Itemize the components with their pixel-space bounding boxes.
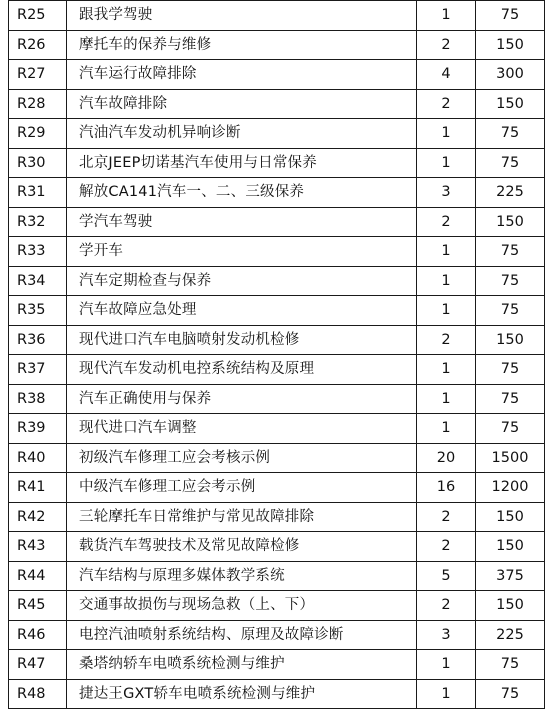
row-title: 汽油汽车发动机异响诊断: [67, 119, 417, 149]
row-quantity: 1: [417, 266, 476, 296]
row-title: 汽车故障应急处理: [67, 296, 417, 326]
table-row: [9, 178, 545, 208]
row-title: 现代进口汽车调整: [67, 414, 417, 444]
table-row: [9, 561, 545, 591]
row-price: 75: [476, 1, 545, 31]
row-title: 中级汽车修理工应会考示例: [67, 473, 417, 503]
row-title: 载货汽车驾驶技术及常见故障检修: [67, 532, 417, 562]
row-code: R25: [9, 1, 67, 31]
row-title: 汽车结构与原理多媒体教学系统: [67, 561, 417, 591]
row-price: 150: [476, 591, 545, 621]
row-title: 汽车故障排除: [67, 89, 417, 119]
row-price: 225: [476, 178, 545, 208]
row-price: 75: [476, 237, 545, 267]
row-quantity: 1: [417, 355, 476, 385]
row-quantity: 1: [417, 650, 476, 680]
catalog-table: [8, 0, 545, 709]
row-code: R47: [9, 650, 67, 680]
row-price: 75: [476, 266, 545, 296]
row-quantity: 1: [417, 384, 476, 414]
row-quantity: 1: [417, 414, 476, 444]
row-price: 75: [476, 119, 545, 149]
row-code: R48: [9, 679, 67, 709]
row-price: 1200: [476, 473, 545, 503]
row-price: 150: [476, 502, 545, 532]
row-quantity: 1: [417, 679, 476, 709]
row-price: 75: [476, 414, 545, 444]
row-code: R41: [9, 473, 67, 503]
table-row: [9, 207, 545, 237]
row-price: 150: [476, 89, 545, 119]
table-row: [9, 620, 545, 650]
row-price: 75: [476, 296, 545, 326]
row-quantity: 4: [417, 60, 476, 90]
table-row: [9, 266, 545, 296]
row-price: 225: [476, 620, 545, 650]
row-code: R37: [9, 355, 67, 385]
row-price: 75: [476, 679, 545, 709]
table-row: [9, 384, 545, 414]
row-code: R26: [9, 30, 67, 60]
row-price: 75: [476, 355, 545, 385]
table-row: [9, 1, 545, 31]
row-code: R32: [9, 207, 67, 237]
row-title: 现代汽车发动机电控系统结构及原理: [67, 355, 417, 385]
row-code: R30: [9, 148, 67, 178]
table-row: [9, 443, 545, 473]
table-row: [9, 414, 545, 444]
row-title: 汽车定期检查与保养: [67, 266, 417, 296]
row-title: 汽车正确使用与保养: [67, 384, 417, 414]
row-quantity: 2: [417, 89, 476, 119]
row-price: 150: [476, 532, 545, 562]
row-quantity: 20: [417, 443, 476, 473]
row-quantity: 3: [417, 178, 476, 208]
row-title: 初级汽车修理工应会考核示例: [67, 443, 417, 473]
table-row: [9, 502, 545, 532]
row-code: R35: [9, 296, 67, 326]
row-quantity: 1: [417, 148, 476, 178]
row-title: 摩托车的保养与维修: [67, 30, 417, 60]
row-title: 解放CA141汽车一、二、三级保养: [67, 178, 417, 208]
row-code: R45: [9, 591, 67, 621]
row-price: 75: [476, 148, 545, 178]
table-row: [9, 650, 545, 680]
row-code: R40: [9, 443, 67, 473]
row-price: 375: [476, 561, 545, 591]
row-title: 北京JEEP切诺基汽车使用与日常保养: [67, 148, 417, 178]
row-title: 捷达王GXT轿车电喷系统检测与维护: [67, 679, 417, 709]
table-row: [9, 60, 545, 90]
row-title: 学汽车驾驶: [67, 207, 417, 237]
table-row: [9, 148, 545, 178]
row-quantity: 16: [417, 473, 476, 503]
row-code: R46: [9, 620, 67, 650]
row-price: 150: [476, 325, 545, 355]
row-code: R29: [9, 119, 67, 149]
row-quantity: 2: [417, 502, 476, 532]
table-row: [9, 355, 545, 385]
table-row: [9, 325, 545, 355]
table-row: [9, 296, 545, 326]
row-quantity: 5: [417, 561, 476, 591]
row-title: 桑塔纳轿车电喷系统检测与维护: [67, 650, 417, 680]
row-price: 150: [476, 207, 545, 237]
row-code: R38: [9, 384, 67, 414]
row-quantity: 1: [417, 119, 476, 149]
row-code: R44: [9, 561, 67, 591]
table-row: [9, 679, 545, 709]
row-quantity: 2: [417, 30, 476, 60]
row-price: 1500: [476, 443, 545, 473]
row-title: 学开车: [67, 237, 417, 267]
row-title: 汽车运行故障排除: [67, 60, 417, 90]
table-row: [9, 237, 545, 267]
row-price: 75: [476, 384, 545, 414]
row-code: R43: [9, 532, 67, 562]
row-quantity: 1: [417, 296, 476, 326]
row-code: R31: [9, 178, 67, 208]
table-row: [9, 89, 545, 119]
row-code: R27: [9, 60, 67, 90]
row-code: R39: [9, 414, 67, 444]
row-title: 跟我学驾驶: [67, 1, 417, 31]
row-quantity: 2: [417, 591, 476, 621]
row-quantity: 3: [417, 620, 476, 650]
row-title: 电控汽油喷射系统结构、原理及故障诊断: [67, 620, 417, 650]
row-title: 交通事故损伤与现场急救（上、下）: [67, 591, 417, 621]
catalog-body: [9, 1, 545, 709]
row-quantity: 1: [417, 1, 476, 31]
row-code: R34: [9, 266, 67, 296]
row-quantity: 2: [417, 207, 476, 237]
row-code: R42: [9, 502, 67, 532]
table-row: [9, 30, 545, 60]
row-code: R28: [9, 89, 67, 119]
row-title: 现代进口汽车电脑喷射发动机检修: [67, 325, 417, 355]
row-price: 75: [476, 650, 545, 680]
row-code: R36: [9, 325, 67, 355]
row-title: 三轮摩托车日常维护与常见故障排除: [67, 502, 417, 532]
table-row: [9, 532, 545, 562]
table-row: [9, 119, 545, 149]
row-quantity: 2: [417, 532, 476, 562]
row-code: R33: [9, 237, 67, 267]
row-quantity: 2: [417, 325, 476, 355]
row-price: 150: [476, 30, 545, 60]
table-row: [9, 591, 545, 621]
table-row: [9, 473, 545, 503]
row-quantity: 1: [417, 237, 476, 267]
row-price: 300: [476, 60, 545, 90]
